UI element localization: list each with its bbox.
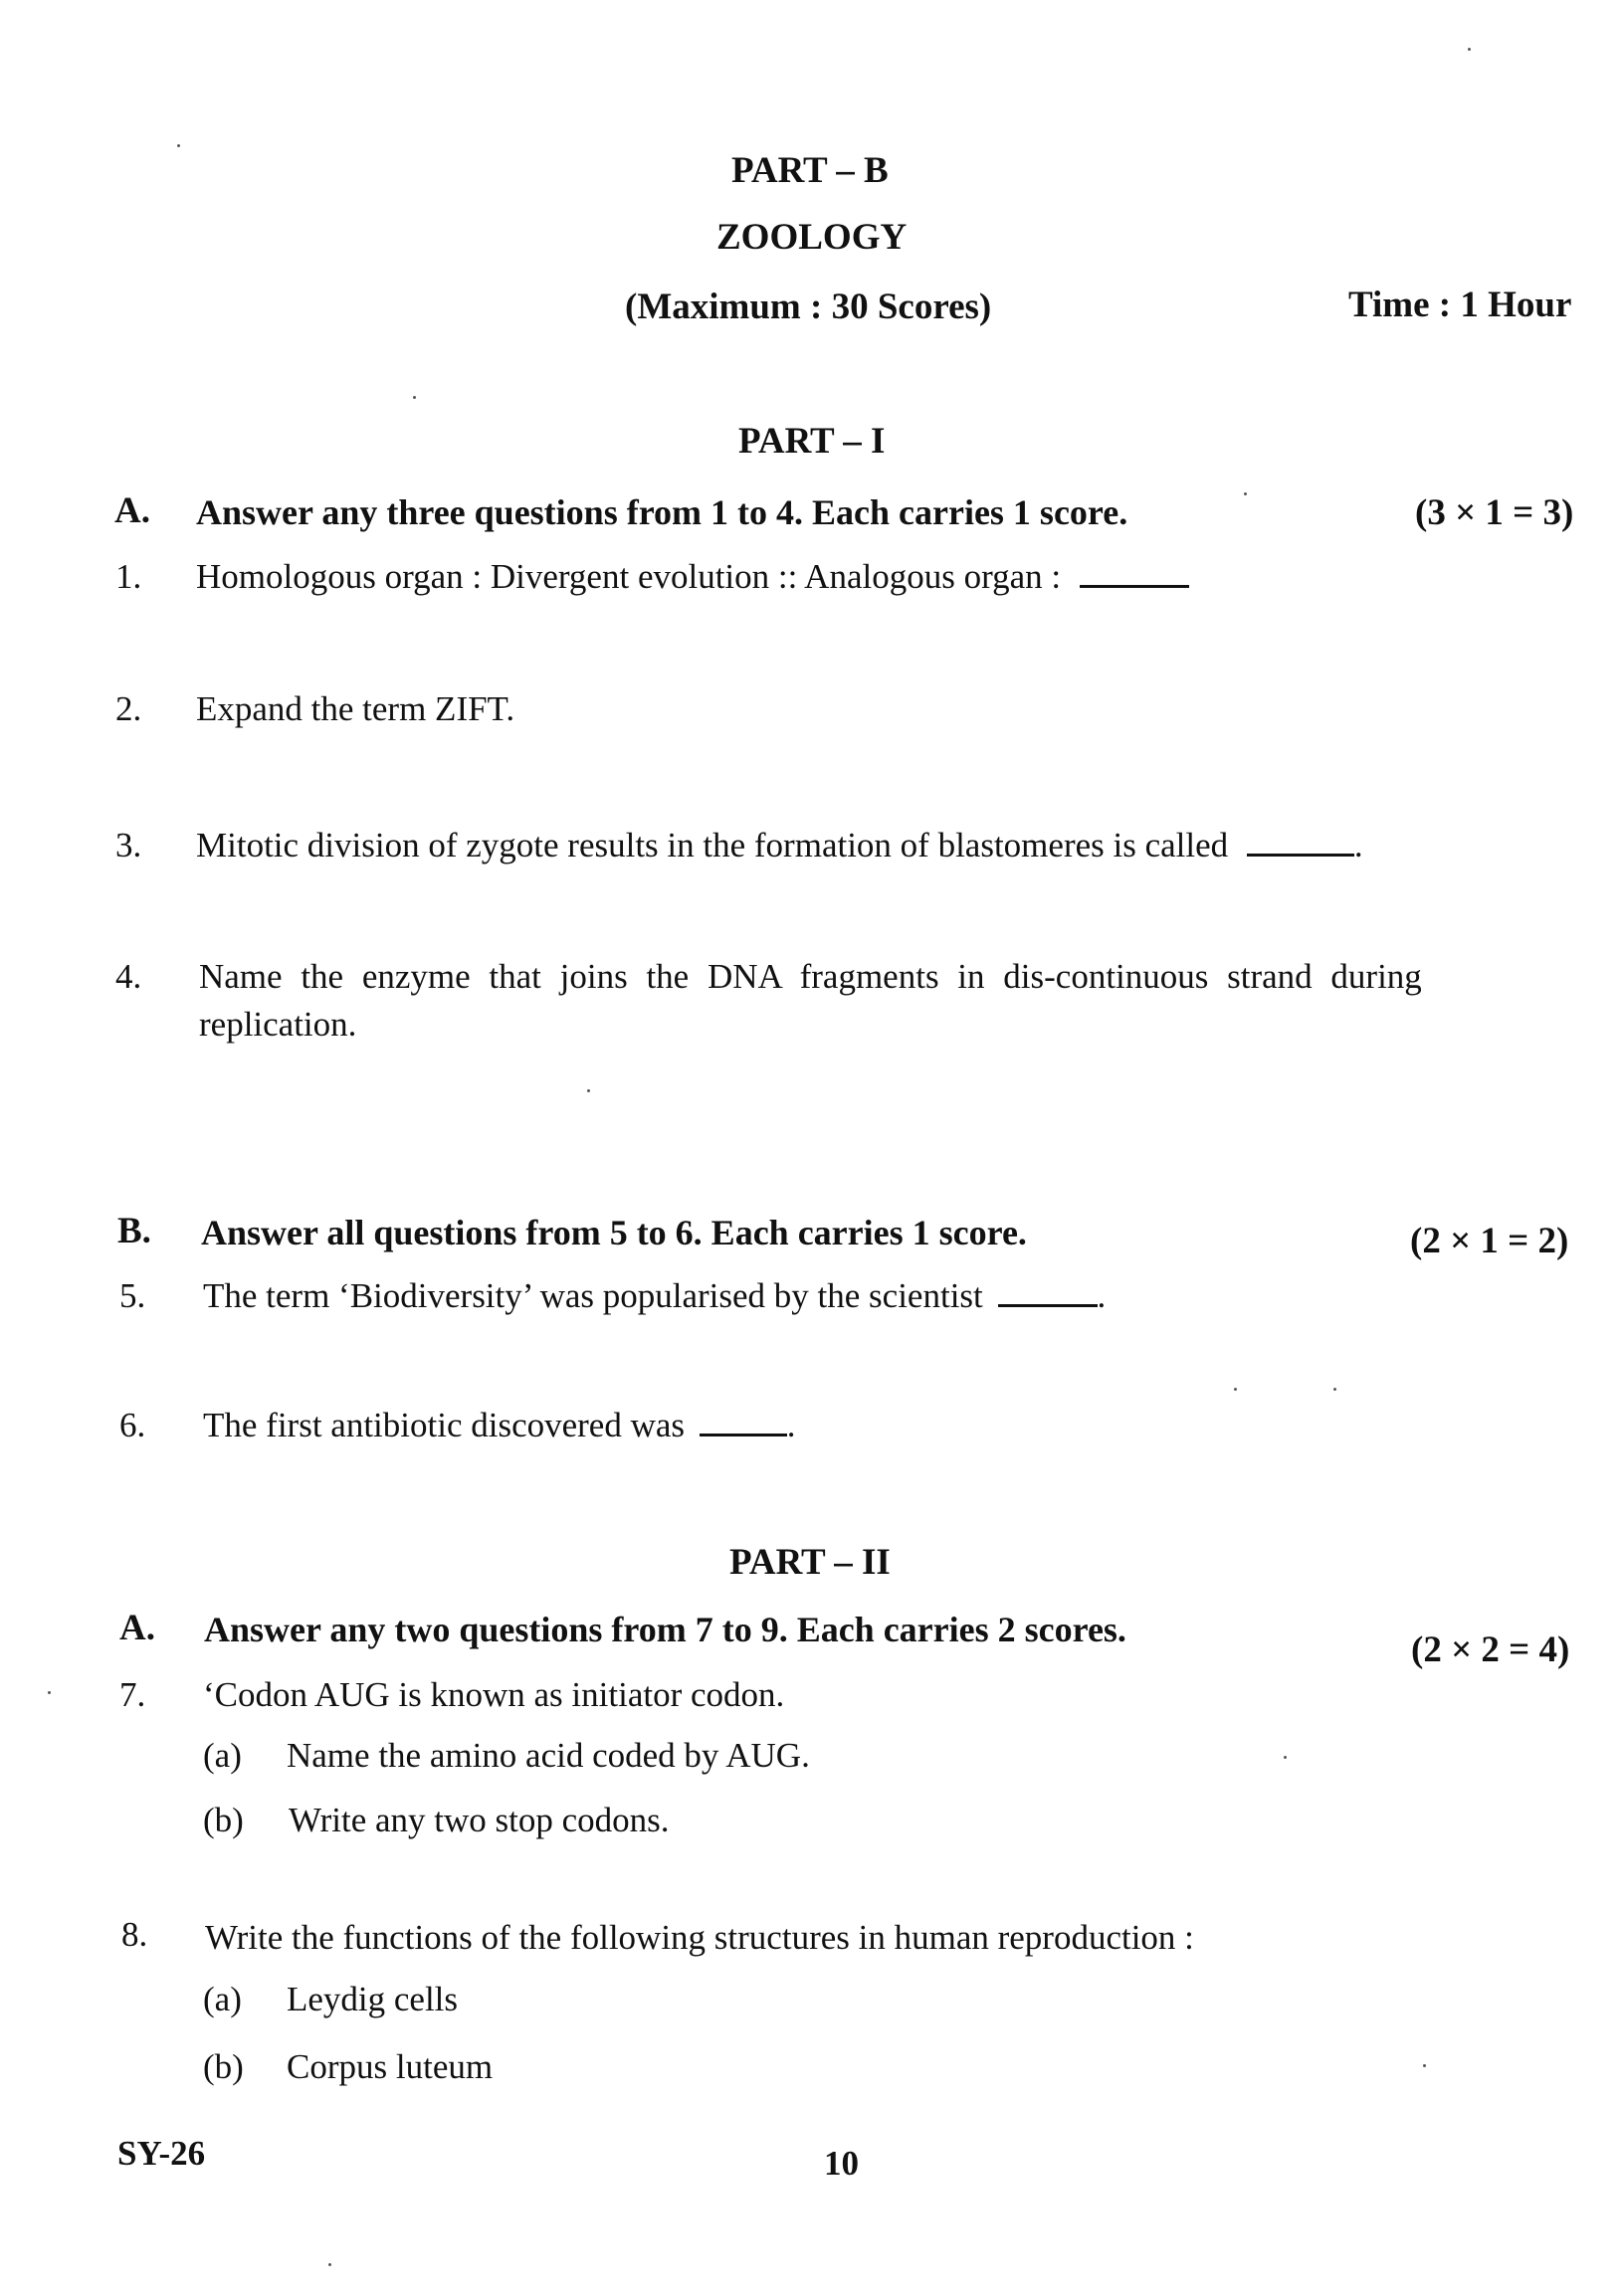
scan-speck	[1234, 1388, 1237, 1391]
section-a-letter: A.	[114, 490, 150, 531]
scan-speck	[328, 2263, 331, 2266]
section-b-marks: (2 × 1 = 2)	[1410, 1221, 1569, 1261]
period: .	[1097, 1276, 1107, 1315]
part-ii-title: PART – II	[729, 1542, 891, 1583]
paper-code: SY-26	[117, 2134, 206, 2173]
scan-speck	[1423, 2064, 1426, 2067]
scan-speck	[587, 1089, 590, 1092]
question-number: 5.	[119, 1276, 146, 1315]
question-text: Write the functions of the following structures in human reproduction :	[205, 1918, 1194, 1957]
scan-speck	[1284, 1756, 1287, 1759]
question-number: 6.	[119, 1406, 146, 1444]
question-text	[196, 826, 1363, 865]
answer-blank	[1080, 584, 1189, 588]
section-a-marks: (3 × 1 = 3)	[1415, 492, 1574, 533]
scan-speck	[413, 396, 416, 399]
question-number: 8.	[121, 1915, 148, 1954]
answer-blank	[1247, 853, 1354, 857]
question-text: ‘Codon AUG is known as initiator codon.	[203, 1675, 785, 1714]
scan-speck	[1333, 1388, 1336, 1391]
time-allowed: Time : 1 Hour	[1348, 285, 1572, 325]
max-scores: (Maximum : 30 Scores)	[625, 287, 992, 327]
subquestion-text: Write any two stop codons.	[289, 1801, 670, 1839]
scan-speck	[48, 1691, 51, 1694]
subquestion-text: Corpus luteum	[287, 2047, 494, 2086]
question-text-content: Mitotic division of zygote results in the formation of blastomeres is called	[196, 826, 1229, 864]
section-a-instruction: Answer any three questions from 1 to 4. Each carries 1 score.	[196, 492, 1128, 532]
question-number: 4.	[115, 957, 142, 996]
answer-blank	[700, 1433, 787, 1436]
subquestion-label: (a)	[203, 1980, 242, 2018]
part-heading: PART – B	[731, 150, 889, 191]
question-text: Name the enzyme that joins the DNA fragments in dis-continuous strand during	[199, 957, 1422, 996]
subquestion-label: (b)	[203, 1801, 244, 1839]
subquestion-text: Leydig cells	[287, 1980, 459, 2018]
period: .	[1353, 826, 1363, 864]
section-a-letter: A.	[119, 1608, 155, 1648]
question-text-content: The first antibiotic discovered was	[203, 1406, 686, 1444]
question-text	[196, 557, 1189, 597]
question-text-continued: replication.	[199, 1005, 357, 1044]
question-number: 7.	[119, 1675, 146, 1714]
question-number: 2.	[115, 689, 142, 728]
question-text	[203, 1276, 1106, 1316]
question-text: Expand the term ZIFT.	[196, 689, 515, 728]
answer-blank	[998, 1303, 1098, 1307]
section-a-instruction: Answer any two questions from 7 to 9. Each carries 2 scores.	[204, 1610, 1126, 1649]
period: .	[786, 1406, 796, 1444]
question-number: 3.	[115, 826, 142, 864]
scan-speck	[1244, 492, 1247, 495]
section-b-instruction: Answer all questions from 5 to 6. Each carries 1 score.	[201, 1213, 1027, 1252]
section-a-marks: (2 × 2 = 4)	[1411, 1629, 1570, 1670]
scan-speck	[1468, 48, 1471, 51]
subquestion-label: (a)	[203, 1736, 242, 1775]
question-number: 1.	[115, 557, 142, 596]
subquestion-text: Name the amino acid coded by AUG.	[287, 1736, 810, 1775]
subquestion-label: (b)	[203, 2047, 244, 2086]
subject-title: ZOOLOGY	[716, 217, 908, 258]
question-text-content: The term ‘Biodiversity’ was popularised by the scientist	[203, 1276, 983, 1315]
question-text	[203, 1406, 796, 1445]
scan-speck	[177, 144, 180, 147]
question-text-content: Homologous organ : Divergent evolution :: Analogous organ :	[196, 557, 1062, 596]
section-b-letter: B.	[117, 1211, 151, 1251]
page-number: 10	[824, 2144, 859, 2183]
part-i-title: PART – I	[738, 421, 886, 462]
